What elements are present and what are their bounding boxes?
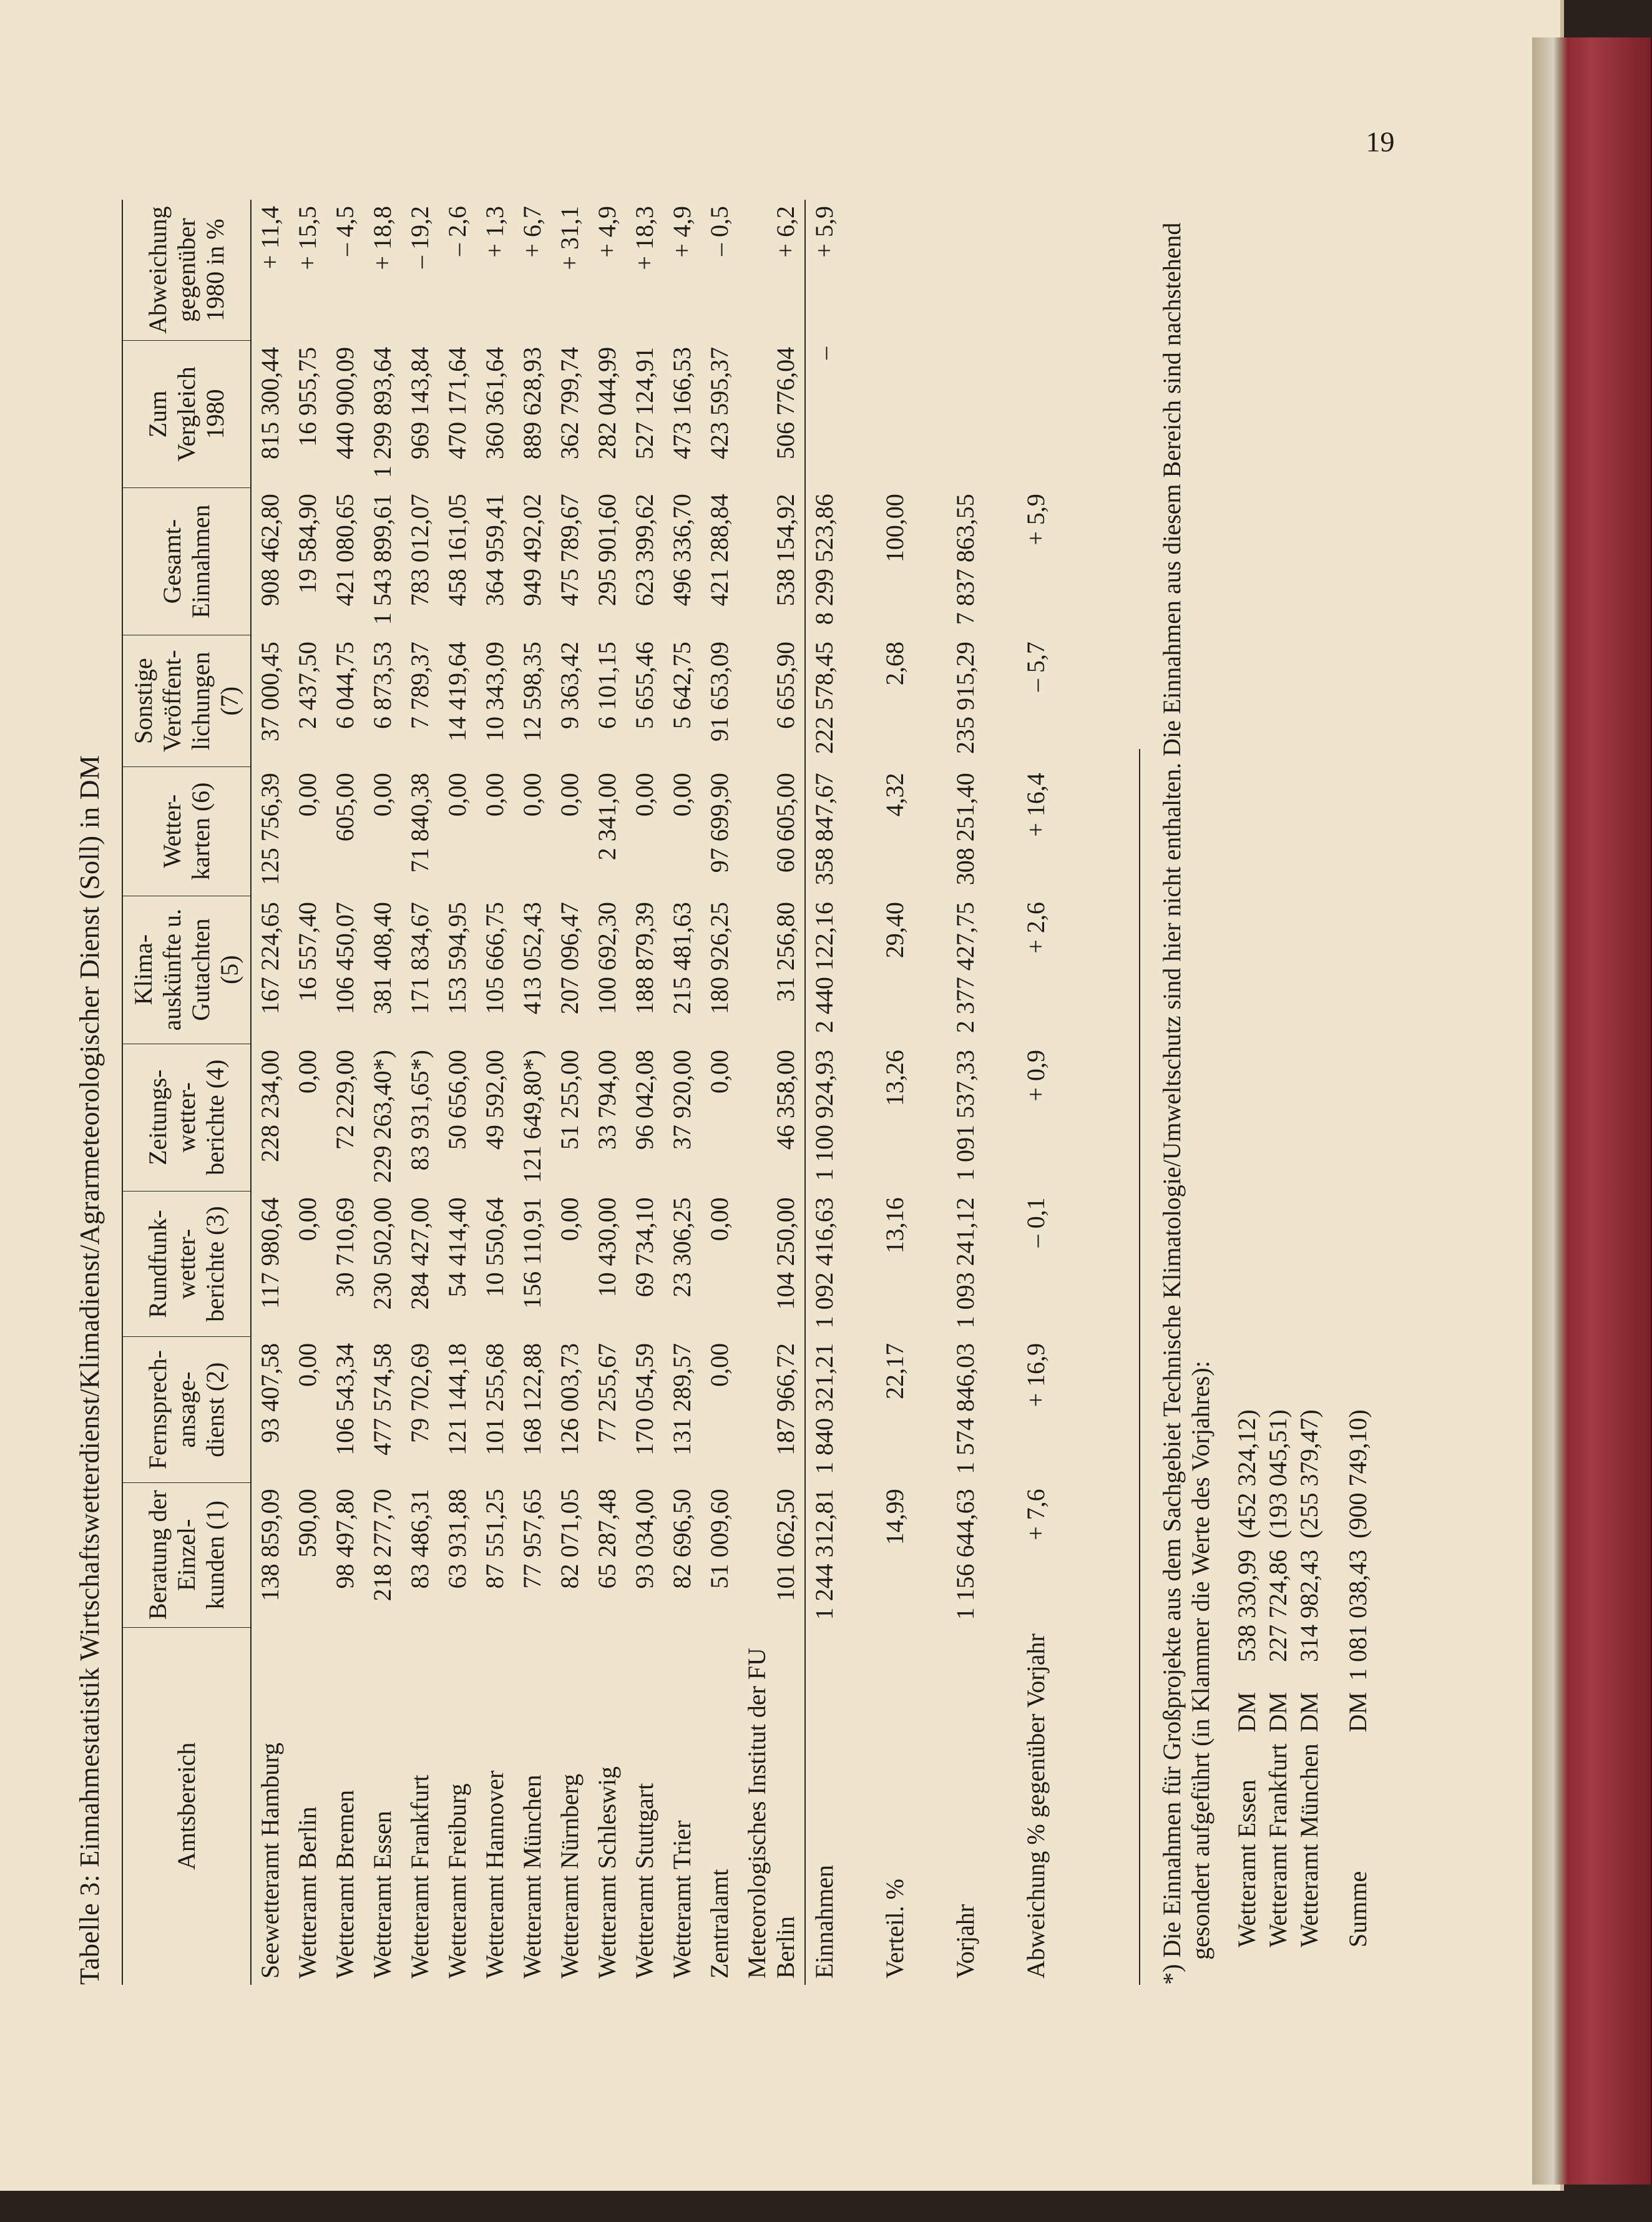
table-cell: – 4,5	[331, 206, 359, 256]
table-caption: Tabelle 3: Einnahmestatistik Wirtschaftswetterdienst/Klimadienst/Agrarmeteorologischer Dienst (Soll) in DM	[74, 755, 105, 1985]
table-cell: 131 289,57	[668, 1343, 696, 1456]
table-cell: 77 957,65	[518, 1489, 546, 1589]
table-cell: 14,99	[881, 1489, 909, 1545]
table-cell: 815 300,44	[256, 346, 284, 459]
table-cell: 126 003,73	[555, 1343, 584, 1456]
table-cell: 188 879,39	[630, 902, 658, 1015]
income-table	[122, 200, 1055, 1985]
table-cell: 14 419,64	[443, 641, 471, 741]
row-label: Wetteramt Berlin	[293, 1806, 321, 1979]
table-cell: 168 122,88	[518, 1343, 546, 1456]
table-cell: 9 363,42	[555, 641, 584, 729]
row-label: Wetteramt Stuttgart	[630, 1783, 658, 1979]
column-header: Zum Vergleich 1980	[122, 341, 251, 487]
table-cell: 106 543,34	[331, 1343, 359, 1456]
table-cell: 0,00	[443, 773, 471, 817]
table-cell: 590,00	[293, 1489, 321, 1558]
table-cell: 605,00	[331, 773, 359, 842]
footnote-cell: (452 324,12)	[1233, 1409, 1261, 1539]
footnote-cell: Wetteramt Essen	[1233, 1779, 1261, 1947]
table-cell	[914, 341, 984, 487]
table-header-row	[122, 200, 251, 1985]
table-cell: 54 414,40	[443, 1197, 471, 1298]
table-row	[805, 200, 843, 1985]
table-row	[289, 200, 326, 1985]
table-cell: 98 497,80	[331, 1489, 359, 1589]
table-cell: 10 430,00	[593, 1197, 621, 1298]
table-cell: 0,00	[668, 773, 696, 817]
table-cell: 7 837 863,55	[951, 494, 979, 625]
table-cell: 5 642,75	[668, 641, 696, 729]
table-cell: 50 656,00	[443, 1050, 471, 1150]
footnote-text: *) Die Einnahmen für Großprojekte aus dem Sachgebiet Technische Klimatologie/Umweltschutz sind hier nicht enthalten. Die Einnahmen aus diesem Bereich sind nachstehend gesondert aufgeführt (in Klammer die Werte des Vorjahres):	[1158, 222, 1215, 1985]
table-cell: 180 926,25	[705, 902, 733, 1015]
table-cell: + 2,6	[1022, 902, 1050, 954]
table-row	[843, 200, 914, 1985]
table-cell: – 19,2	[406, 206, 434, 268]
table-cell: 7 789,37	[406, 641, 434, 729]
table-cell: 6 044,75	[331, 641, 359, 729]
column-header: Zeitungs- wetter- berichte (4)	[122, 1044, 251, 1191]
table-cell: 101 062,50	[771, 1489, 799, 1602]
table-cell: 458 161,05	[443, 494, 471, 607]
table-cell: 46 358,00	[771, 1050, 799, 1150]
table-cell: 6 873,53	[368, 641, 396, 729]
table-cell: 2 341,00	[593, 773, 621, 861]
table-cell: 104 250,00	[771, 1197, 799, 1310]
table-cell: 65 287,48	[593, 1489, 621, 1589]
table-cell: 0,00	[555, 1197, 584, 1241]
table-cell: 230 502,00	[368, 1197, 396, 1310]
footnote-cell: (255 379,47)	[1295, 1409, 1323, 1539]
table-row	[589, 200, 626, 1985]
table-cell: – 0,1	[1022, 1197, 1050, 1248]
table-cell: – 2,6	[443, 206, 471, 256]
table-cell: 0,00	[293, 1050, 321, 1094]
table-cell: + 5,9	[805, 200, 843, 341]
footnote-cell: 538 330,99	[1233, 1549, 1261, 1662]
table-cell: 215 481,63	[668, 902, 696, 1015]
table-cell: 2 377 427,75	[951, 902, 979, 1034]
table-cell: 13,26	[881, 1050, 909, 1107]
table-cell: 153 594,95	[443, 902, 471, 1015]
table-cell: + 0,9	[1022, 1050, 1050, 1102]
table-cell: 6 101,15	[593, 641, 621, 729]
table-cell	[843, 341, 914, 487]
table-cell: + 6,7	[518, 206, 546, 258]
table-cell: 22,17	[881, 1343, 909, 1399]
table-cell: 82 071,05	[555, 1489, 584, 1589]
table-cell: 1 299 893,64	[368, 346, 396, 478]
table-cell: 1 092 416,63	[805, 1191, 843, 1337]
footnote	[1139, 200, 1374, 1985]
table-cell: 0,00	[705, 1050, 733, 1094]
table-cell: 222 578,45	[805, 635, 843, 766]
table-row	[364, 200, 401, 1985]
table-cell: 33 794,00	[593, 1050, 621, 1150]
table-cell: 1 100 924,93	[805, 1044, 843, 1191]
footnote-body	[1231, 1398, 1374, 1947]
table-cell: 167 224,65	[256, 902, 284, 1015]
table-cell: 473 166,53	[668, 346, 696, 459]
footnote-cell: Wetteramt Frankfurt	[1264, 1743, 1292, 1947]
table-cell: 1 093 241,12	[951, 1197, 979, 1329]
table-cell: 623 399,62	[630, 494, 658, 607]
table-cell: 29,40	[881, 902, 909, 959]
table-row	[326, 200, 364, 1985]
table-cell: 421 288,84	[705, 494, 733, 607]
table-cell: 1 574 846,03	[951, 1343, 979, 1474]
table-cell: 6 655,90	[771, 641, 799, 729]
row-label: Wetteramt Schleswig	[593, 1766, 621, 1979]
table-cell: 49 592,00	[481, 1050, 509, 1150]
table-cell: + 11,4	[256, 206, 284, 270]
table-cell: 506 776,04	[771, 346, 799, 459]
table-cell: 187 966,72	[771, 1343, 799, 1456]
table-cell: + 5,9	[1022, 494, 1050, 546]
table-cell: 4,32	[881, 773, 909, 817]
table-row	[251, 200, 289, 1985]
table-cell: 93 034,00	[630, 1489, 658, 1589]
table-cell: + 1,3	[481, 206, 509, 258]
table-cell: 121 649,80*)	[518, 1050, 546, 1183]
table-cell: + 6,2	[771, 206, 799, 258]
table-cell: 37 000,45	[256, 641, 284, 741]
column-header: Klima- auskünfte u. Gutachten (5)	[122, 896, 251, 1044]
table-cell: 83 931,65*)	[406, 1050, 434, 1171]
row-label: Wetteramt Nürnberg	[555, 1773, 584, 1979]
footnote-table	[1231, 1398, 1374, 1947]
table-cell: 783 012,07	[406, 494, 434, 607]
table-cell: – 5,7	[1022, 641, 1050, 692]
table-cell: 908 462,80	[256, 494, 284, 607]
row-label: Wetteramt Bremen	[331, 1789, 359, 1979]
table-cell	[984, 200, 1055, 341]
table-cell: 170 054,59	[630, 1343, 658, 1456]
footnote-cell: DM	[1295, 1691, 1323, 1733]
table-cell: 69 734,10	[630, 1197, 658, 1298]
row-label: Wetteramt Essen	[368, 1811, 396, 1979]
table-cell: 0,00	[293, 1343, 321, 1387]
page-number: 19	[1366, 125, 1395, 158]
row-label: Zentralamt	[705, 1869, 733, 1979]
table-cell: 1 244 312,81	[805, 1482, 843, 1627]
table-cell: 10 550,64	[481, 1197, 509, 1298]
row-label: Meteorologisches Institut der FU Berlin	[743, 1648, 799, 1979]
table-cell: 235 915,29	[951, 641, 979, 754]
row-label: Wetteramt München	[518, 1774, 546, 1979]
footnote-cell: 314 982,43	[1295, 1549, 1323, 1662]
table-cell: 0,00	[705, 1343, 733, 1387]
table-cell: –	[805, 341, 843, 487]
row-label: Einnahmen	[805, 1627, 843, 1985]
table-row	[701, 200, 738, 1985]
table-cell: + 18,3	[630, 206, 658, 270]
table-cell: 72 229,00	[331, 1050, 359, 1150]
table-cell: 949 492,02	[518, 494, 546, 607]
table-cell: + 16,4	[1022, 773, 1050, 837]
table-cell: 360 361,64	[481, 346, 509, 459]
table-cell: 91 653,09	[705, 641, 733, 741]
table-cell: 470 171,64	[443, 346, 471, 459]
footnote-cell: (193 045,51)	[1264, 1409, 1292, 1539]
table-cell: 0,00	[630, 773, 658, 817]
table-cell: 16 955,75	[293, 346, 321, 447]
table-cell: + 18,8	[368, 206, 396, 270]
table-cell: 969 143,84	[406, 346, 434, 459]
table-cell: + 31,1	[555, 206, 584, 270]
table-cell: 0,00	[555, 773, 584, 817]
table-row	[984, 200, 1055, 1985]
table-cell: + 4,9	[668, 206, 696, 258]
table-cell: 284 427,00	[406, 1197, 434, 1310]
table-cell: 171 834,67	[406, 902, 434, 1015]
table-cell: 125 756,39	[256, 773, 284, 886]
table-row	[551, 200, 589, 1985]
table-row	[626, 200, 663, 1985]
table-cell: 496 336,70	[668, 494, 696, 607]
footnote-row	[1294, 1398, 1325, 1947]
row-label: Wetteramt Freiburg	[443, 1783, 471, 1979]
table-cell: 13,16	[881, 1197, 909, 1254]
footnote-cell: DM	[1233, 1691, 1261, 1733]
table-cell	[984, 341, 1055, 487]
table-cell: 421 080,65	[331, 494, 359, 607]
footnote-sum-cell: DM	[1344, 1691, 1372, 1733]
table-row	[514, 200, 551, 1985]
footnote-rule	[1139, 749, 1140, 1985]
table-cell: 207 096,47	[555, 902, 584, 1015]
table-cell: 282 044,99	[593, 346, 621, 459]
table-body	[251, 200, 1055, 1985]
column-header: Rundfunk- wetter- berichte (3)	[122, 1191, 251, 1337]
table-cell: 358 847,67	[805, 766, 843, 896]
table-cell: 105 666,75	[481, 902, 509, 1015]
table-cell: 1 840 321,21	[805, 1337, 843, 1483]
table-cell: 16 557,40	[293, 902, 321, 1002]
table-cell: 100 692,30	[593, 902, 621, 1015]
table-cell: 97 699,90	[705, 773, 733, 873]
table-cell: 31 256,80	[771, 902, 799, 1002]
row-label: Seewetteramt Hamburg	[256, 1742, 284, 1979]
table-cell: 30 710,69	[331, 1197, 359, 1298]
table-cell: 60 605,00	[771, 773, 799, 873]
table-cell: 1 091 537,33	[951, 1050, 979, 1182]
footnote-row	[1263, 1398, 1294, 1947]
table-cell: 5 655,46	[630, 641, 658, 729]
column-header: Sonstige Veröffent- lichungen (7)	[122, 635, 251, 766]
footnote-cell: 227 724,86	[1264, 1549, 1292, 1662]
table-cell: + 15,5	[293, 206, 321, 270]
table-row	[439, 200, 476, 1985]
table-cell: – 0,5	[705, 206, 733, 256]
table-cell: 1 543 899,61	[368, 494, 396, 625]
table-cell: 138 859,09	[256, 1489, 284, 1602]
table-cell: 156 110,91	[518, 1197, 546, 1309]
table-cell: 100,00	[881, 494, 909, 563]
table-cell: + 4,9	[593, 206, 621, 258]
footnote-sum-cell: Summe	[1344, 1871, 1372, 1947]
table-cell: 63 931,88	[443, 1489, 471, 1589]
footnote-row	[1231, 1398, 1263, 1947]
table-cell: 2,68	[881, 641, 909, 685]
table-cell: 96 042,08	[630, 1050, 658, 1150]
table-cell: 308 251,40	[951, 773, 979, 886]
table-cell: + 16,9	[1022, 1343, 1050, 1407]
table-row	[476, 200, 514, 1985]
table-cell: 1 156 644,63	[951, 1489, 979, 1620]
table-cell: 12 598,35	[518, 641, 546, 741]
row-label: Wetteramt Hannover	[481, 1770, 509, 1979]
table-cell: 79 702,69	[406, 1343, 434, 1443]
table-cell: 295 901,60	[593, 494, 621, 607]
column-header: Abweichung gegenüber 1980 in %	[122, 200, 251, 341]
table-row	[914, 200, 984, 1985]
table-cell: 0,00	[518, 773, 546, 817]
table-cell: 362 799,74	[555, 346, 584, 459]
table-cell: 101 255,68	[481, 1343, 509, 1456]
row-label: Wetteramt Frankfurt	[406, 1774, 434, 1979]
table-cell: 51 255,00	[555, 1050, 584, 1150]
table-cell: 106 450,07	[331, 902, 359, 1015]
row-label: Abweichung % gegenüber Vorjahr	[1022, 1633, 1050, 1979]
table-cell: 10 343,09	[481, 641, 509, 741]
table-cell: 477 574,58	[368, 1343, 396, 1456]
table-cell: 19 584,90	[293, 494, 321, 594]
table-cell: 0,00	[705, 1197, 733, 1241]
table-cell: 83 486,31	[406, 1489, 434, 1589]
table-cell: 0,00	[368, 773, 396, 817]
table-cell: + 7,6	[1022, 1489, 1050, 1540]
table-cell: 0,00	[293, 1197, 321, 1241]
table-cell: 423 595,37	[705, 346, 733, 459]
table-cell: 228 234,00	[256, 1050, 284, 1163]
table-cell: 413 052,43	[518, 902, 546, 1015]
table-cell: 87 551,25	[481, 1489, 509, 1589]
footnote-sum-row	[1325, 1398, 1374, 1947]
table-cell: 538 154,92	[771, 494, 799, 607]
table-cell: 218 277,70	[368, 1489, 396, 1602]
table-cell: 8 299 523,86	[805, 487, 843, 635]
table-cell	[843, 200, 914, 341]
table-cell: 2 440 122,16	[805, 896, 843, 1044]
table-cell: 889 628,93	[518, 346, 546, 459]
table-cell: 117 980,64	[256, 1197, 284, 1309]
table-cell: 82 696,50	[668, 1489, 696, 1589]
table-row	[401, 200, 439, 1985]
table-cell: 71 840,38	[406, 773, 434, 873]
column-header: Beratung der Einzel- kunden (1)	[122, 1482, 251, 1627]
table-cell: 37 920,00	[668, 1050, 696, 1150]
table-row	[663, 200, 701, 1985]
table-cell: 23 306,25	[668, 1197, 696, 1298]
table-cell: 93 407,58	[256, 1343, 284, 1443]
row-label: Wetteramt Trier	[668, 1820, 696, 1979]
table-cell: 229 263,40*)	[368, 1050, 396, 1183]
column-header: Gesamt- Einnahmen	[122, 487, 251, 635]
column-header: Fernsprech- ansage- dienst (2)	[122, 1337, 251, 1483]
footnote-sum-cell: 1 081 038,43	[1344, 1549, 1372, 1681]
footnote-cell: DM	[1264, 1691, 1292, 1733]
table-cell: 440 900,09	[331, 346, 359, 459]
table-cell: 364 959,41	[481, 494, 509, 607]
row-label: Verteil. %	[881, 1879, 909, 1979]
table-cell: 475 789,67	[555, 494, 584, 607]
column-header: Amtsbereich	[122, 1627, 251, 1985]
column-header: Wetter- karten (6)	[122, 766, 251, 896]
table-cell: 381 408,40	[368, 902, 396, 1015]
table-cell	[914, 200, 984, 341]
table-cell: 0,00	[481, 773, 509, 817]
table-cell: 527 124,91	[630, 346, 658, 459]
footnote-cell: Wetteramt München	[1295, 1743, 1323, 1947]
table-cell: 77 255,67	[593, 1343, 621, 1443]
table-row	[738, 200, 805, 1985]
table-cell: 0,00	[293, 773, 321, 817]
row-label: Vorjahr	[951, 1904, 979, 1979]
table-cell: 2 437,50	[293, 641, 321, 729]
footnote-sum-cell: (900 749,10)	[1344, 1409, 1372, 1539]
table-cell: 121 144,18	[443, 1343, 471, 1456]
table-cell: 51 009,60	[705, 1489, 733, 1589]
table-wrap	[122, 200, 1055, 1985]
